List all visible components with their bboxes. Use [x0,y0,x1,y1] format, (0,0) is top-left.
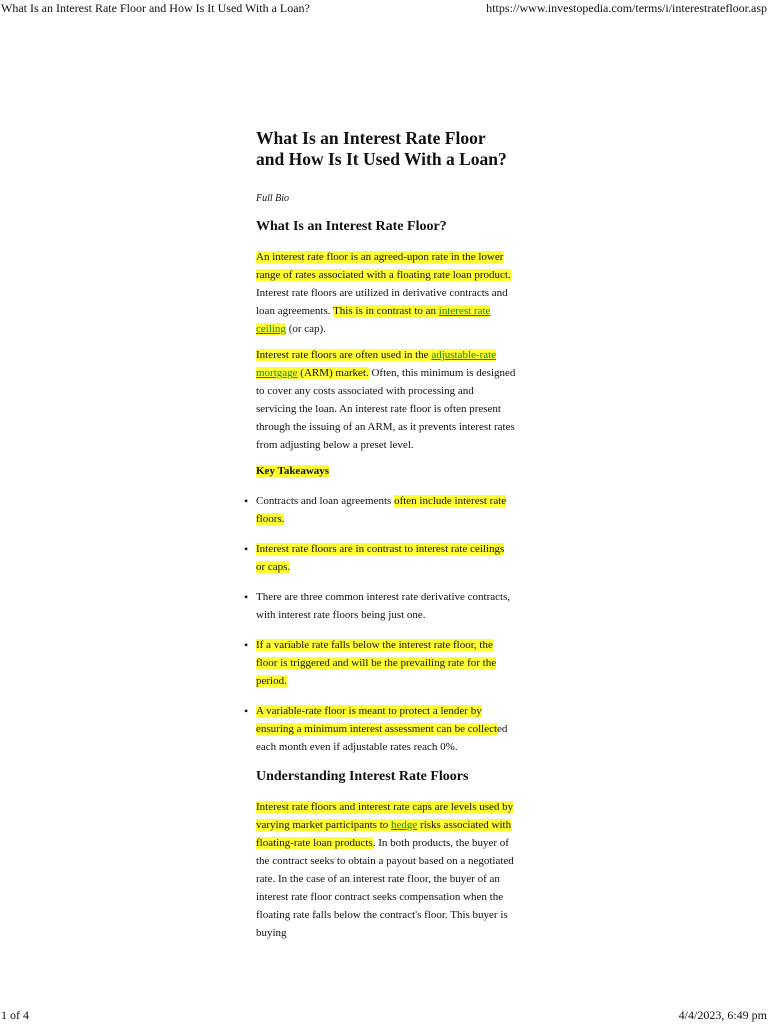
key-takeaways-label [256,462,516,480]
hedge-link[interactable]: hedge [391,819,418,831]
text: This is in contrast to an [333,305,439,317]
highlight: often include interest rate floors. [256,495,507,525]
highlight: A variable-rate floor is meant to protect a lender by ensuring a minimum interest assessment can be collect [256,705,498,735]
text: . In both products, the buyer of the contract seeks to obtain a payout based on a negotiated rate. In the case of an interest rate floor, the buyer of an interest rate floor contract seeks compensation when the floating rate falls below the contract's floor. This buyer is buying [256,837,514,939]
list-item [256,702,516,756]
text: ed each month even if adjustable rates reach 0%. [256,723,508,753]
print-footer [0,1006,768,1024]
paragraph-definition [256,248,516,338]
article-title: What Is an Interest Rate Floor and How Is It Used With a Loan? [256,128,507,169]
section-heading-understanding: Understanding Interest Rate Floors [256,769,469,784]
adjustable-rate-mortgage-link[interactable]: adjustable-rate mortgage [256,349,497,379]
highlight: Interest rate floors are in contrast to interest rate ceilings or caps. [256,543,505,573]
key-takeaways-list [256,492,516,756]
list-item [256,540,516,576]
print-header [0,0,768,18]
text: Interest rate floors and interest rate caps are levels used by varying market participants to [256,801,514,831]
paragraph-understanding [256,798,516,942]
list-item [256,588,516,624]
byline[interactable]: Full Bio [256,193,290,204]
text: Interest rate floors are often used in the [256,349,432,361]
paragraph-arm [256,346,516,454]
text: (or cap). [285,323,326,335]
text: (ARM) market. [297,367,369,379]
text: risks associated with floating-rate loan products [256,819,512,849]
highlight: If a variable rate falls below the interest rate floor, the floor is triggered and will be the prevailing rate for the period. [256,639,497,687]
interest-rate-ceiling-link[interactable]: interest rate ceiling [256,305,491,335]
page-count: 1 of 4 [1,1008,29,1022]
article [256,128,516,950]
list-item [256,636,516,690]
text: Often, this minimum is designed to cover any costs associated with processing and servicing the loan. An interest rate floor is often present through the issuing of an ARM, as it prevents interest rates from adjusting below a preset level. [256,367,516,451]
document-title: What Is an Interest Rate Floor and How Is It Used With a Loan? [1,1,310,15]
print-date: 4/4/2023, 6:49 pm [678,1008,767,1022]
section-heading-definition: What Is an Interest Rate Floor? [256,219,447,234]
highlight: An interest rate floor is an agreed-upon rate in the lower range of rates associated with a floating rate loan product. [256,251,511,281]
text: There are three common interest rate derivative contracts, with interest rate floors being just one. [256,591,511,621]
text: Contracts and loan agreements [256,495,395,507]
highlight: Key Takeaways [256,465,330,477]
list-item [256,492,516,528]
text: Interest rate floors are utilized in derivative contracts and loan agreements. [256,287,508,317]
page-url: https://www.investopedia.com/terms/i/interestratefloor.asp [486,1,767,15]
